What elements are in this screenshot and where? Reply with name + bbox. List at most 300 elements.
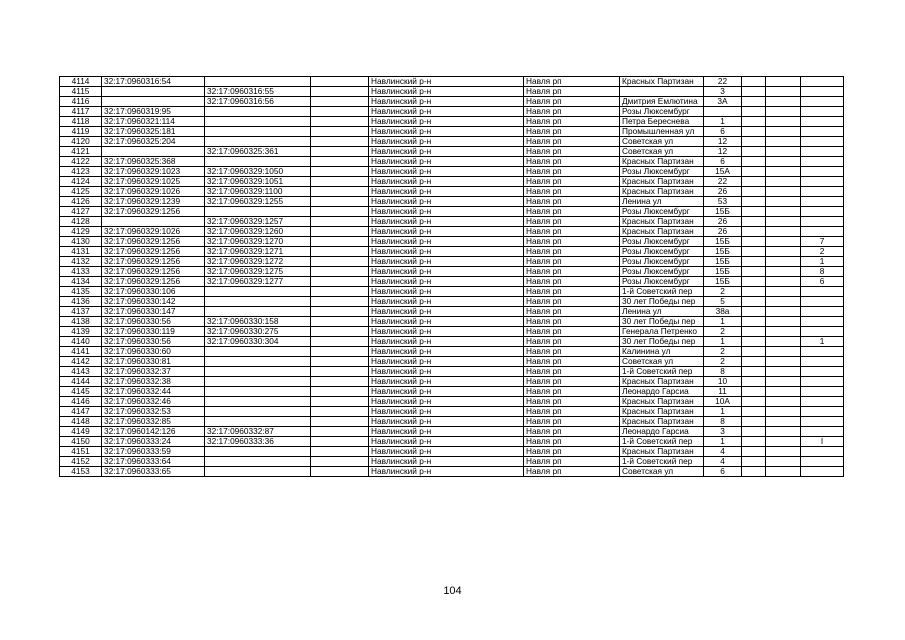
district-cell: Навлинский р-н	[369, 127, 524, 137]
row-number-cell: 4131	[60, 247, 102, 257]
page-number: 104	[443, 585, 462, 597]
extra-cell	[311, 267, 369, 277]
cadastral-number-cell: 32:17:0960330:56	[102, 337, 205, 347]
apartment-cell	[801, 357, 844, 367]
corpus-cell	[766, 327, 801, 337]
row-number-cell: 4152	[60, 457, 102, 467]
table-row	[60, 467, 844, 477]
extra-cell	[311, 147, 369, 157]
street-cell	[620, 87, 704, 97]
apartment-cell: I	[801, 437, 844, 447]
parent-cadastral-number-cell: 32:17:0960333:36	[205, 437, 311, 447]
settlement-cell: Навля рп	[524, 117, 620, 127]
house-number-cell: 2	[704, 287, 742, 297]
table-row	[60, 267, 844, 277]
cadastral-number-cell: 32:17:0960332:37	[102, 367, 205, 377]
building-cell	[742, 107, 766, 117]
district-cell: Навлинский р-н	[369, 367, 524, 377]
table-row	[60, 97, 844, 107]
district-cell: Навлинский р-н	[369, 357, 524, 367]
house-number-cell: 10	[704, 377, 742, 387]
district-cell: Навлинский р-н	[369, 187, 524, 197]
building-cell	[742, 77, 766, 87]
extra-cell	[311, 97, 369, 107]
parent-cadastral-number-cell	[205, 377, 311, 387]
apartment-cell: 1	[801, 337, 844, 347]
table-row	[60, 387, 844, 397]
parent-cadastral-number-cell	[205, 397, 311, 407]
street-cell: Розы Люксембург	[620, 107, 704, 117]
apartment-cell	[801, 117, 844, 127]
district-cell: Навлинский р-н	[369, 457, 524, 467]
street-cell: Ленина ул	[620, 307, 704, 317]
apartment-cell	[801, 197, 844, 207]
corpus-cell	[766, 417, 801, 427]
apartment-cell	[801, 187, 844, 197]
settlement-cell: Навля рп	[524, 257, 620, 267]
street-cell: 1-й Советский пер	[620, 437, 704, 447]
settlement-cell: Навля рп	[524, 307, 620, 317]
extra-cell	[311, 417, 369, 427]
table-row	[60, 427, 844, 437]
corpus-cell	[766, 127, 801, 137]
house-number-cell: 6	[704, 127, 742, 137]
apartment-cell	[801, 427, 844, 437]
apartment-cell: 8	[801, 267, 844, 277]
house-number-cell: 26	[704, 217, 742, 227]
table-row	[60, 127, 844, 137]
house-number-cell: 12	[704, 147, 742, 157]
district-cell: Навлинский р-н	[369, 77, 524, 87]
apartment-cell	[801, 137, 844, 147]
settlement-cell: Навля рп	[524, 357, 620, 367]
settlement-cell: Навля рп	[524, 187, 620, 197]
settlement-cell: Навля рп	[524, 207, 620, 217]
apartment-cell	[801, 327, 844, 337]
cadastral-number-cell: 32:17:0960330:81	[102, 357, 205, 367]
cadastral-number-cell: 32:17:0960332:85	[102, 417, 205, 427]
table-row	[60, 167, 844, 177]
parent-cadastral-number-cell	[205, 297, 311, 307]
building-cell	[742, 387, 766, 397]
row-number-cell: 4135	[60, 287, 102, 297]
building-cell	[742, 137, 766, 147]
table-row	[60, 107, 844, 117]
row-number-cell: 4116	[60, 97, 102, 107]
settlement-cell: Навля рп	[524, 297, 620, 307]
cadastral-number-cell: 32:17:0960332:53	[102, 407, 205, 417]
settlement-cell: Навля рп	[524, 157, 620, 167]
extra-cell	[311, 117, 369, 127]
house-number-cell: 2	[704, 347, 742, 357]
parent-cadastral-number-cell: 32:17:0960325:361	[205, 147, 311, 157]
extra-cell	[311, 217, 369, 227]
cadastral-number-cell: 32:17:0960316:54	[102, 77, 205, 87]
corpus-cell	[766, 247, 801, 257]
corpus-cell	[766, 157, 801, 167]
street-cell: 1-й Советский пер	[620, 367, 704, 377]
street-cell: Промышленная ул	[620, 127, 704, 137]
cadastral-number-cell: 32:17:0960329:1256	[102, 237, 205, 247]
table-row	[60, 397, 844, 407]
building-cell	[742, 187, 766, 197]
table-row	[60, 237, 844, 247]
district-cell: Навлинский р-н	[369, 337, 524, 347]
cadastral-number-cell: 32:17:0960330:142	[102, 297, 205, 307]
table-row	[60, 117, 844, 127]
parent-cadastral-number-cell	[205, 347, 311, 357]
table-row	[60, 287, 844, 297]
row-number-cell: 4143	[60, 367, 102, 377]
settlement-cell: Навля рп	[524, 457, 620, 467]
cadastral-number-cell: 32:17:0960330:119	[102, 327, 205, 337]
house-number-cell	[704, 107, 742, 117]
house-number-cell: 15Б	[704, 237, 742, 247]
parent-cadastral-number-cell	[205, 417, 311, 427]
parent-cadastral-number-cell: 32:17:0960329:1255	[205, 197, 311, 207]
apartment-cell	[801, 217, 844, 227]
apartment-cell	[801, 127, 844, 137]
street-cell: Дмитрия Емлютина	[620, 97, 704, 107]
street-cell: Красных Партизан	[620, 377, 704, 387]
settlement-cell: Навля рп	[524, 387, 620, 397]
row-number-cell: 4140	[60, 337, 102, 347]
settlement-cell: Навля рп	[524, 427, 620, 437]
district-cell: Навлинский р-н	[369, 247, 524, 257]
building-cell	[742, 447, 766, 457]
corpus-cell	[766, 377, 801, 387]
row-number-cell: 4147	[60, 407, 102, 417]
parent-cadastral-number-cell: 32:17:0960332:87	[205, 427, 311, 437]
house-number-cell: 15Б	[704, 257, 742, 267]
corpus-cell	[766, 237, 801, 247]
street-cell: Красных Партизан	[620, 157, 704, 167]
extra-cell	[311, 337, 369, 347]
apartment-cell	[801, 167, 844, 177]
cadastral-number-cell	[102, 217, 205, 227]
apartment-cell: 7	[801, 237, 844, 247]
building-cell	[742, 257, 766, 267]
building-cell	[742, 417, 766, 427]
building-cell	[742, 327, 766, 337]
row-number-cell: 4150	[60, 437, 102, 447]
district-cell: Навлинский р-н	[369, 197, 524, 207]
building-cell	[742, 97, 766, 107]
apartment-cell	[801, 107, 844, 117]
district-cell: Навлинский р-н	[369, 427, 524, 437]
cadastral-number-cell: 32:17:0960319:95	[102, 107, 205, 117]
cadastral-number-cell: 32:17:0960329:1256	[102, 277, 205, 287]
building-cell	[742, 297, 766, 307]
extra-cell	[311, 247, 369, 257]
street-cell: Красных Партизан	[620, 177, 704, 187]
corpus-cell	[766, 347, 801, 357]
register-table-body	[60, 77, 844, 477]
extra-cell	[311, 347, 369, 357]
parent-cadastral-number-cell	[205, 367, 311, 377]
settlement-cell: Навля рп	[524, 337, 620, 347]
house-number-cell: 26	[704, 187, 742, 197]
corpus-cell	[766, 297, 801, 307]
district-cell: Навлинский р-н	[369, 347, 524, 357]
settlement-cell: Навля рп	[524, 237, 620, 247]
district-cell: Навлинский р-н	[369, 417, 524, 427]
parent-cadastral-number-cell	[205, 357, 311, 367]
street-cell: Розы Люксембург	[620, 267, 704, 277]
table-row	[60, 147, 844, 157]
district-cell: Навлинский р-н	[369, 87, 524, 97]
row-number-cell: 4130	[60, 237, 102, 247]
house-number-cell: 5	[704, 297, 742, 307]
settlement-cell: Навля рп	[524, 107, 620, 117]
cadastral-number-cell: 32:17:0960330:56	[102, 317, 205, 327]
table-row	[60, 337, 844, 347]
settlement-cell: Навля рп	[524, 217, 620, 227]
row-number-cell: 4144	[60, 377, 102, 387]
row-number-cell: 4151	[60, 447, 102, 457]
table-row	[60, 297, 844, 307]
extra-cell	[311, 137, 369, 147]
street-cell: 30 лет Победы пер	[620, 337, 704, 347]
cadastral-number-cell	[102, 87, 205, 97]
cadastral-number-cell: 32:17:0960329:1025	[102, 177, 205, 187]
house-number-cell: 15Б	[704, 267, 742, 277]
settlement-cell: Навля рп	[524, 87, 620, 97]
corpus-cell	[766, 287, 801, 297]
cadastral-number-cell: 32:17:0960329:1256	[102, 267, 205, 277]
district-cell: Навлинский р-н	[369, 147, 524, 157]
parent-cadastral-number-cell	[205, 107, 311, 117]
cadastral-number-cell: 32:17:0960330:147	[102, 307, 205, 317]
settlement-cell: Навля рп	[524, 397, 620, 407]
table-row	[60, 207, 844, 217]
district-cell: Навлинский р-н	[369, 277, 524, 287]
extra-cell	[311, 457, 369, 467]
house-number-cell: 1	[704, 407, 742, 417]
row-number-cell: 4128	[60, 217, 102, 227]
parent-cadastral-number-cell: 32:17:0960329:1051	[205, 177, 311, 187]
district-cell: Навлинский р-н	[369, 137, 524, 147]
extra-cell	[311, 317, 369, 327]
parent-cadastral-number-cell: 32:17:0960329:1271	[205, 247, 311, 257]
house-number-cell: 4	[704, 457, 742, 467]
street-cell: Советская ул	[620, 137, 704, 147]
street-cell: Советская ул	[620, 147, 704, 157]
parent-cadastral-number-cell: 32:17:0960329:1275	[205, 267, 311, 277]
table-row	[60, 137, 844, 147]
apartment-cell	[801, 227, 844, 237]
parent-cadastral-number-cell: 32:17:0960330:304	[205, 337, 311, 347]
apartment-cell	[801, 367, 844, 377]
apartment-cell	[801, 77, 844, 87]
table-row	[60, 217, 844, 227]
table-row	[60, 317, 844, 327]
apartment-cell	[801, 467, 844, 477]
extra-cell	[311, 447, 369, 457]
street-cell: Генерала Петренко	[620, 327, 704, 337]
building-cell	[742, 197, 766, 207]
street-cell: Красных Партизан	[620, 397, 704, 407]
house-number-cell: 2	[704, 357, 742, 367]
table-row	[60, 157, 844, 167]
district-cell: Навлинский р-н	[369, 317, 524, 327]
parent-cadastral-number-cell	[205, 127, 311, 137]
settlement-cell: Навля рп	[524, 77, 620, 87]
row-number-cell: 4129	[60, 227, 102, 237]
apartment-cell	[801, 417, 844, 427]
district-cell: Навлинский р-н	[369, 387, 524, 397]
district-cell: Навлинский р-н	[369, 237, 524, 247]
apartment-cell	[801, 407, 844, 417]
street-cell: Красных Партизан	[620, 447, 704, 457]
apartment-cell	[801, 207, 844, 217]
table-row	[60, 177, 844, 187]
apartment-cell	[801, 307, 844, 317]
cadastral-number-cell: 32:17:0960329:1026	[102, 187, 205, 197]
building-cell	[742, 407, 766, 417]
extra-cell	[311, 257, 369, 267]
table-row	[60, 307, 844, 317]
street-cell: Леонардо Гарсиа	[620, 427, 704, 437]
district-cell: Навлинский р-н	[369, 257, 524, 267]
corpus-cell	[766, 407, 801, 417]
settlement-cell: Навля рп	[524, 147, 620, 157]
extra-cell	[311, 197, 369, 207]
row-number-cell: 4142	[60, 357, 102, 367]
settlement-cell: Навля рп	[524, 407, 620, 417]
extra-cell	[311, 367, 369, 377]
row-number-cell: 4126	[60, 197, 102, 207]
street-cell: Петра Береснева	[620, 117, 704, 127]
apartment-cell	[801, 157, 844, 167]
house-number-cell: 1	[704, 117, 742, 127]
parent-cadastral-number-cell: 32:17:0960316:55	[205, 87, 311, 97]
district-cell: Навлинский р-н	[369, 307, 524, 317]
table-row	[60, 457, 844, 467]
corpus-cell	[766, 267, 801, 277]
corpus-cell	[766, 387, 801, 397]
corpus-cell	[766, 367, 801, 377]
apartment-cell	[801, 147, 844, 157]
row-number-cell: 4115	[60, 87, 102, 97]
apartment-cell	[801, 297, 844, 307]
district-cell: Навлинский р-н	[369, 437, 524, 447]
building-cell	[742, 367, 766, 377]
corpus-cell	[766, 317, 801, 327]
cadastral-number-cell: 32:17:0960333:24	[102, 437, 205, 447]
district-cell: Навлинский р-н	[369, 107, 524, 117]
cadastral-number-cell: 32:17:0960325:181	[102, 127, 205, 137]
street-cell: Розы Люксембург	[620, 247, 704, 257]
house-number-cell: 15А	[704, 167, 742, 177]
row-number-cell: 4141	[60, 347, 102, 357]
district-cell: Навлинский р-н	[369, 467, 524, 477]
building-cell	[742, 347, 766, 357]
parent-cadastral-number-cell	[205, 77, 311, 87]
table-row	[60, 377, 844, 387]
street-cell: Красных Партизан	[620, 187, 704, 197]
building-cell	[742, 397, 766, 407]
street-cell: Красных Партизан	[620, 407, 704, 417]
parent-cadastral-number-cell	[205, 157, 311, 167]
apartment-cell	[801, 347, 844, 357]
house-number-cell: 38а	[704, 307, 742, 317]
row-number-cell: 4124	[60, 177, 102, 187]
corpus-cell	[766, 357, 801, 367]
parent-cadastral-number-cell	[205, 457, 311, 467]
cadastral-number-cell: 32:17:0960329:1023	[102, 167, 205, 177]
settlement-cell: Навля рп	[524, 97, 620, 107]
corpus-cell	[766, 277, 801, 287]
extra-cell	[311, 227, 369, 237]
house-number-cell: 8	[704, 367, 742, 377]
street-cell: Калинина ул	[620, 347, 704, 357]
corpus-cell	[766, 217, 801, 227]
corpus-cell	[766, 177, 801, 187]
row-number-cell: 4117	[60, 107, 102, 117]
apartment-cell	[801, 447, 844, 457]
extra-cell	[311, 427, 369, 437]
extra-cell	[311, 377, 369, 387]
building-cell	[742, 287, 766, 297]
district-cell: Навлинский р-н	[369, 217, 524, 227]
district-cell: Навлинский р-н	[369, 327, 524, 337]
building-cell	[742, 227, 766, 237]
parent-cadastral-number-cell: 32:17:0960316:56	[205, 97, 311, 107]
building-cell	[742, 167, 766, 177]
extra-cell	[311, 307, 369, 317]
extra-cell	[311, 77, 369, 87]
cadastral-number-cell: 32:17:0960333:64	[102, 457, 205, 467]
settlement-cell: Навля рп	[524, 287, 620, 297]
table-row	[60, 407, 844, 417]
district-cell: Навлинский р-н	[369, 227, 524, 237]
street-cell: Розы Люксембург	[620, 237, 704, 247]
cadastral-number-cell: 32:17:0960329:1256	[102, 247, 205, 257]
house-number-cell: 11	[704, 387, 742, 397]
parent-cadastral-number-cell	[205, 137, 311, 147]
table-row	[60, 87, 844, 97]
corpus-cell	[766, 77, 801, 87]
extra-cell	[311, 437, 369, 447]
parent-cadastral-number-cell	[205, 467, 311, 477]
table-row	[60, 277, 844, 287]
table-row	[60, 197, 844, 207]
house-number-cell: 3А	[704, 97, 742, 107]
corpus-cell	[766, 337, 801, 347]
corpus-cell	[766, 147, 801, 157]
parent-cadastral-number-cell	[205, 447, 311, 457]
apartment-cell	[801, 177, 844, 187]
extra-cell	[311, 327, 369, 337]
district-cell: Навлинский р-н	[369, 177, 524, 187]
corpus-cell	[766, 307, 801, 317]
district-cell: Навлинский р-н	[369, 167, 524, 177]
settlement-cell: Навля рп	[524, 327, 620, 337]
parent-cadastral-number-cell: 32:17:0960329:1277	[205, 277, 311, 287]
house-number-cell: 22	[704, 177, 742, 187]
cadastral-number-cell	[102, 147, 205, 157]
cadastral-number-cell: 32:17:0960332:44	[102, 387, 205, 397]
district-cell: Навлинский р-н	[369, 377, 524, 387]
house-number-cell: 15Б	[704, 247, 742, 257]
corpus-cell	[766, 107, 801, 117]
house-number-cell: 6	[704, 157, 742, 167]
row-number-cell: 4153	[60, 467, 102, 477]
house-number-cell: 53	[704, 197, 742, 207]
row-number-cell: 4119	[60, 127, 102, 137]
corpus-cell	[766, 427, 801, 437]
